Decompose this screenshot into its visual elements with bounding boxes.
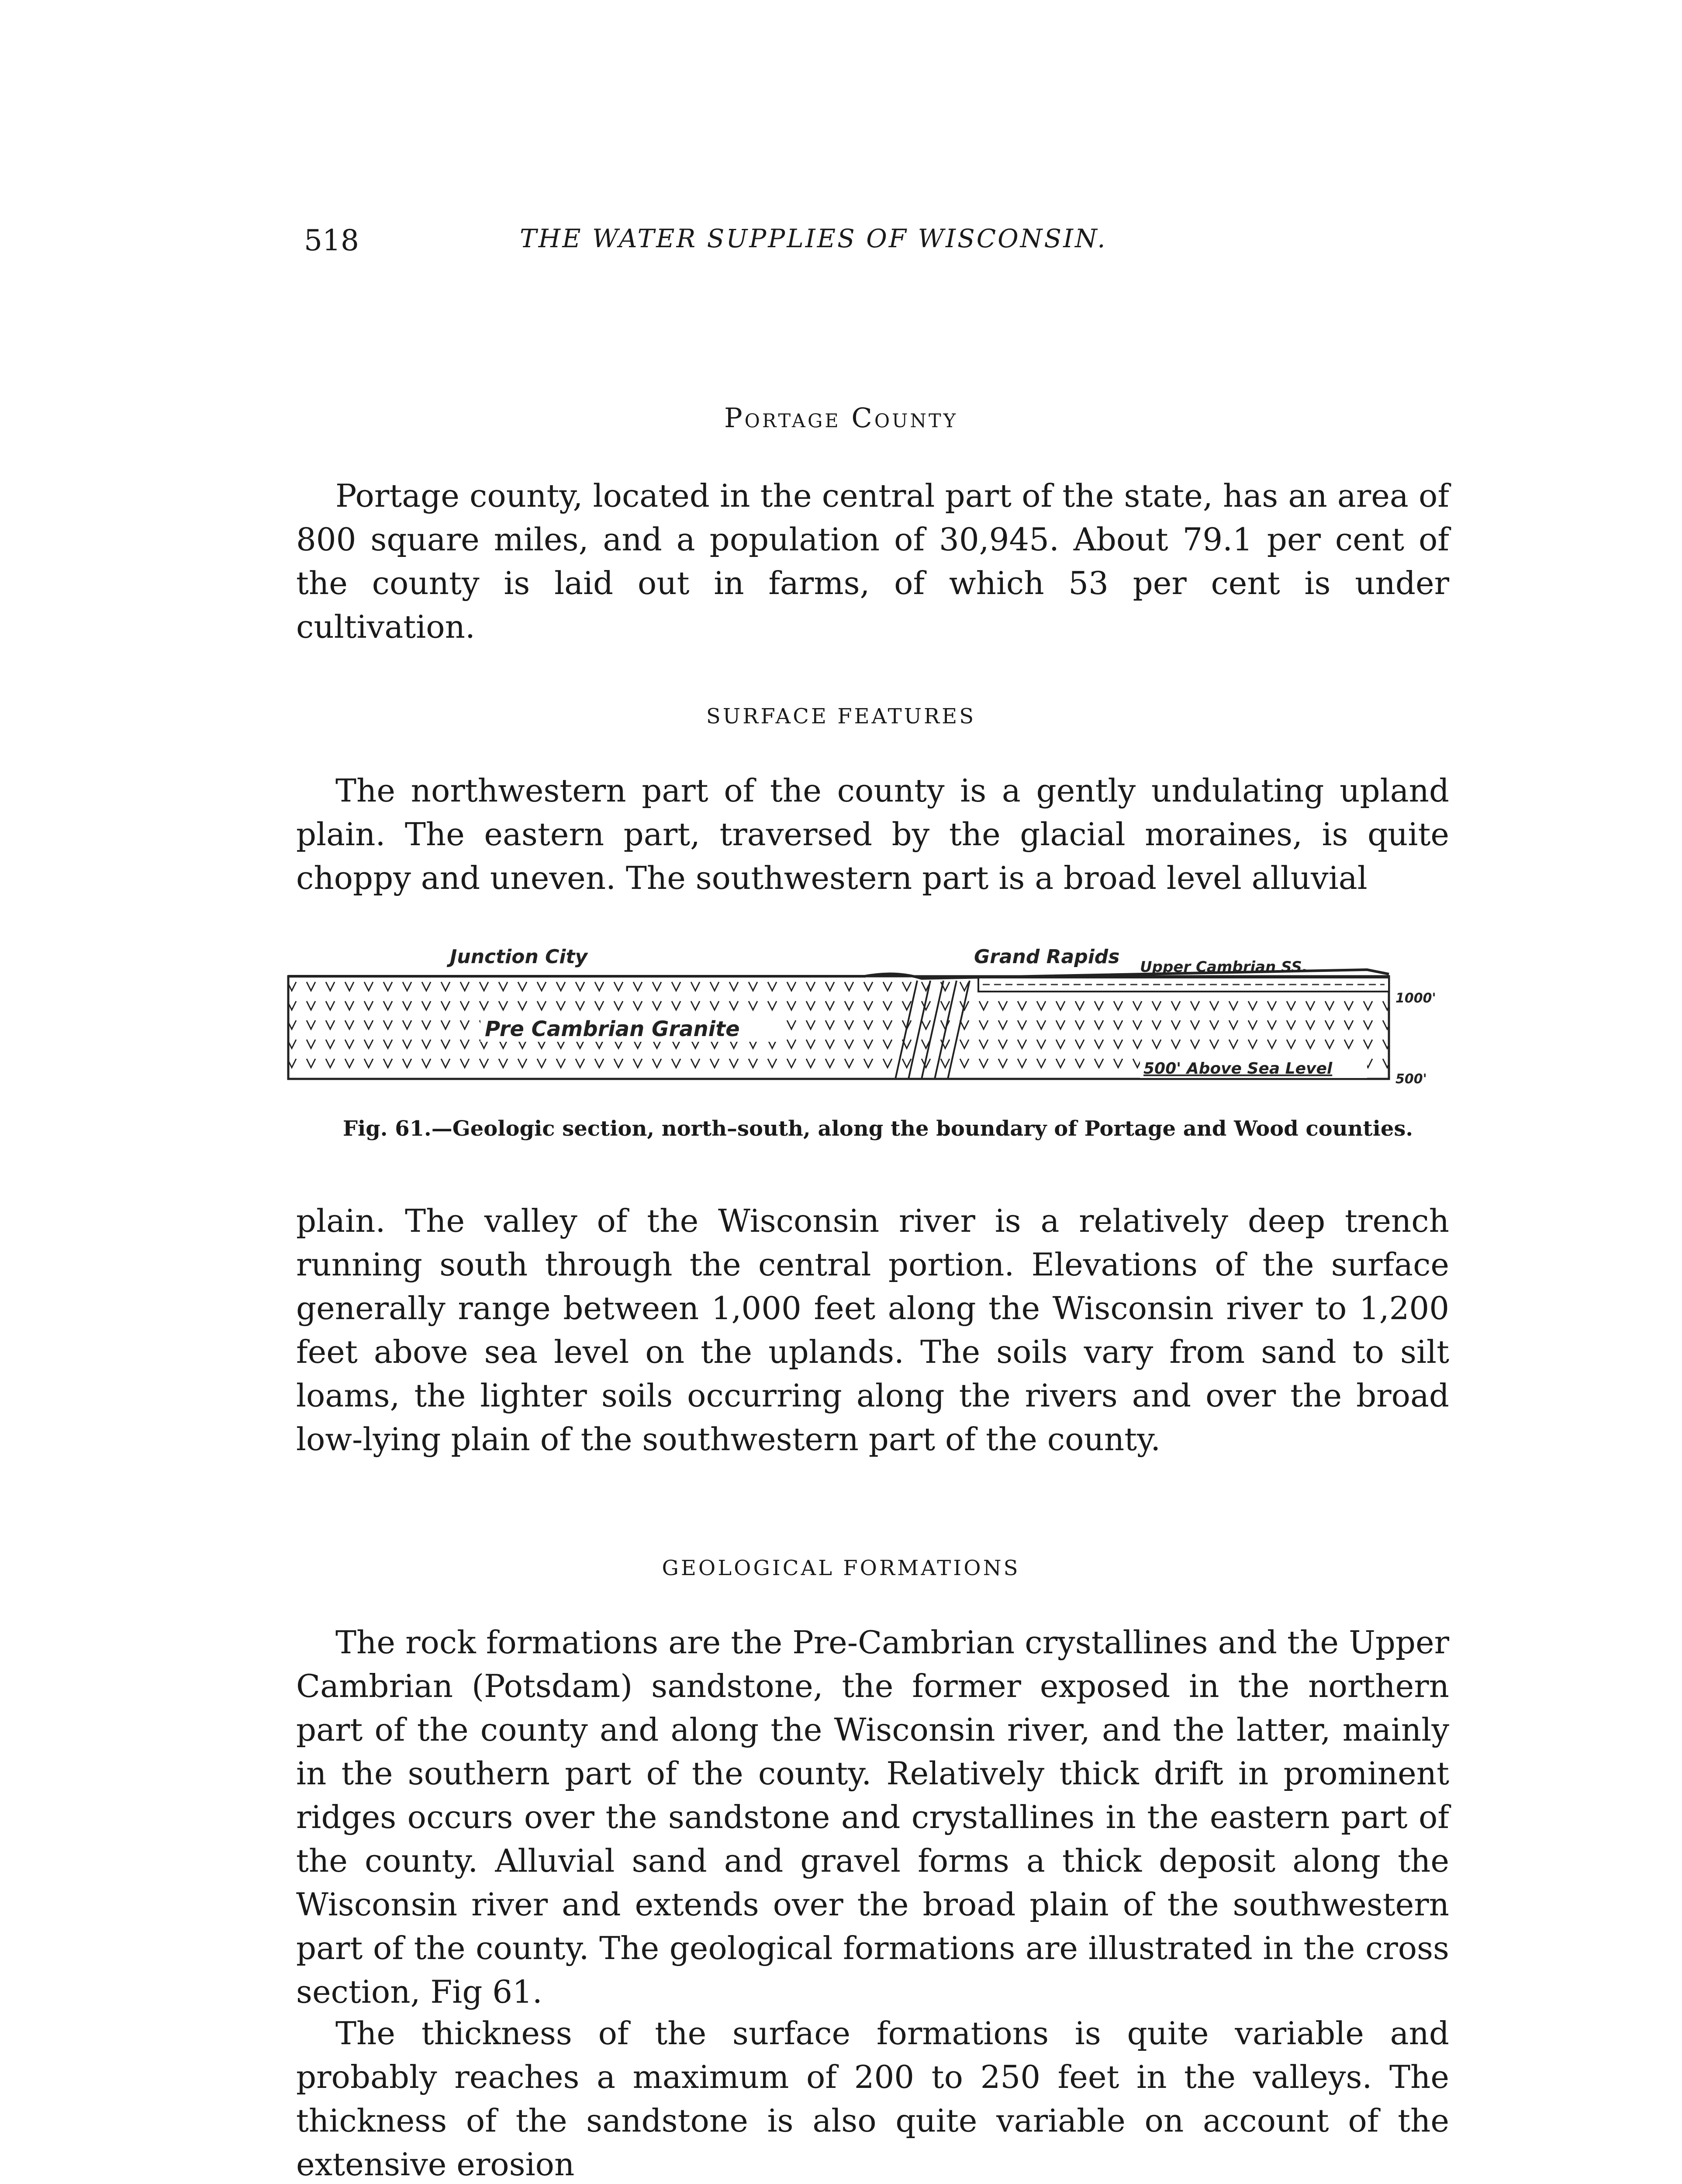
- geology-paragraph-2: The thickness of the surface formations is quite variable and probably reaches a maximum of 200 to 250 feet in the valleys. The thickness of the sandstone is also quite variable on account of the extensive erosion: [296, 2015, 1449, 2183]
- geologic-section-figure: [284, 939, 1446, 1109]
- geology-paragraph-1: The rock formations are the Pre-Cambrian crystallines and the Upper Cambrian (Potsdam) sandstone, the former exposed in the northern part of the county and along the Wisconsin river, and the latter, mainly in the southern part of the county. Relatively thick drift in prominent ridges occurs over the sandstone and crystallines in the eastern part of the county. Alluvial sand and gravel forms a thick deposit along the Wisconsin river and extends over the broad plain of the southwestern part of the county. The geological formations are illustrated in the cross section, Fig 61.: [296, 1624, 1449, 2010]
- label-granite: Pre Cambrian Granite: [485, 1017, 740, 1041]
- geological-formations-heading: GEOLOGICAL FORMATIONS: [662, 1556, 1020, 1580]
- county-title: Portage County: [724, 402, 958, 434]
- label-grand-rapids: Grand Rapids: [974, 946, 1120, 968]
- label-sea-level: 500' Above Sea Level: [1143, 1060, 1333, 1078]
- label-upper-cambrian: Upper Cambrian SS.: [1140, 958, 1308, 976]
- label-junction-city: Junction City: [450, 946, 588, 968]
- label-elev-1000: 1000': [1395, 991, 1436, 1006]
- surface-features-heading: SURFACE FEATURES: [706, 704, 976, 729]
- surface-paragraph-2: plain. The valley of the Wisconsin river is a relatively deep trench running south through the central portion. Elevations of the surface generally range between 1,000 feet along the Wisconsin river to 1,200 feet above sea level on the uplands. The soils vary from sand to silt loams, the lighter soils occurring along the rivers and over the broad low-lying plain of the southwestern part of the county.: [296, 1203, 1449, 1458]
- running-title: THE WATER SUPPLIES OF WISCONSIN.: [520, 224, 1107, 253]
- page-number: 518: [304, 224, 359, 257]
- surface-paragraph-1: The northwestern part of the county is a gently undulating upland plain. The eastern part, traversed by the glacial moraines, is quite choppy and uneven. The southwestern part is a broad level alluvial: [296, 772, 1449, 896]
- figure-caption: Fig. 61.—Geologic section, north–south, along the boundary of Portage and Wood counties.: [342, 1116, 1413, 1141]
- label-elev-500: 500': [1395, 1071, 1427, 1087]
- intro-paragraph: Portage county, located in the central part of the state, has an area of 800 square miles, and a population of 30,945. About 79.1 per cent of the county is laid out in farms, of which 53 per cent is under cultivation.: [296, 477, 1449, 645]
